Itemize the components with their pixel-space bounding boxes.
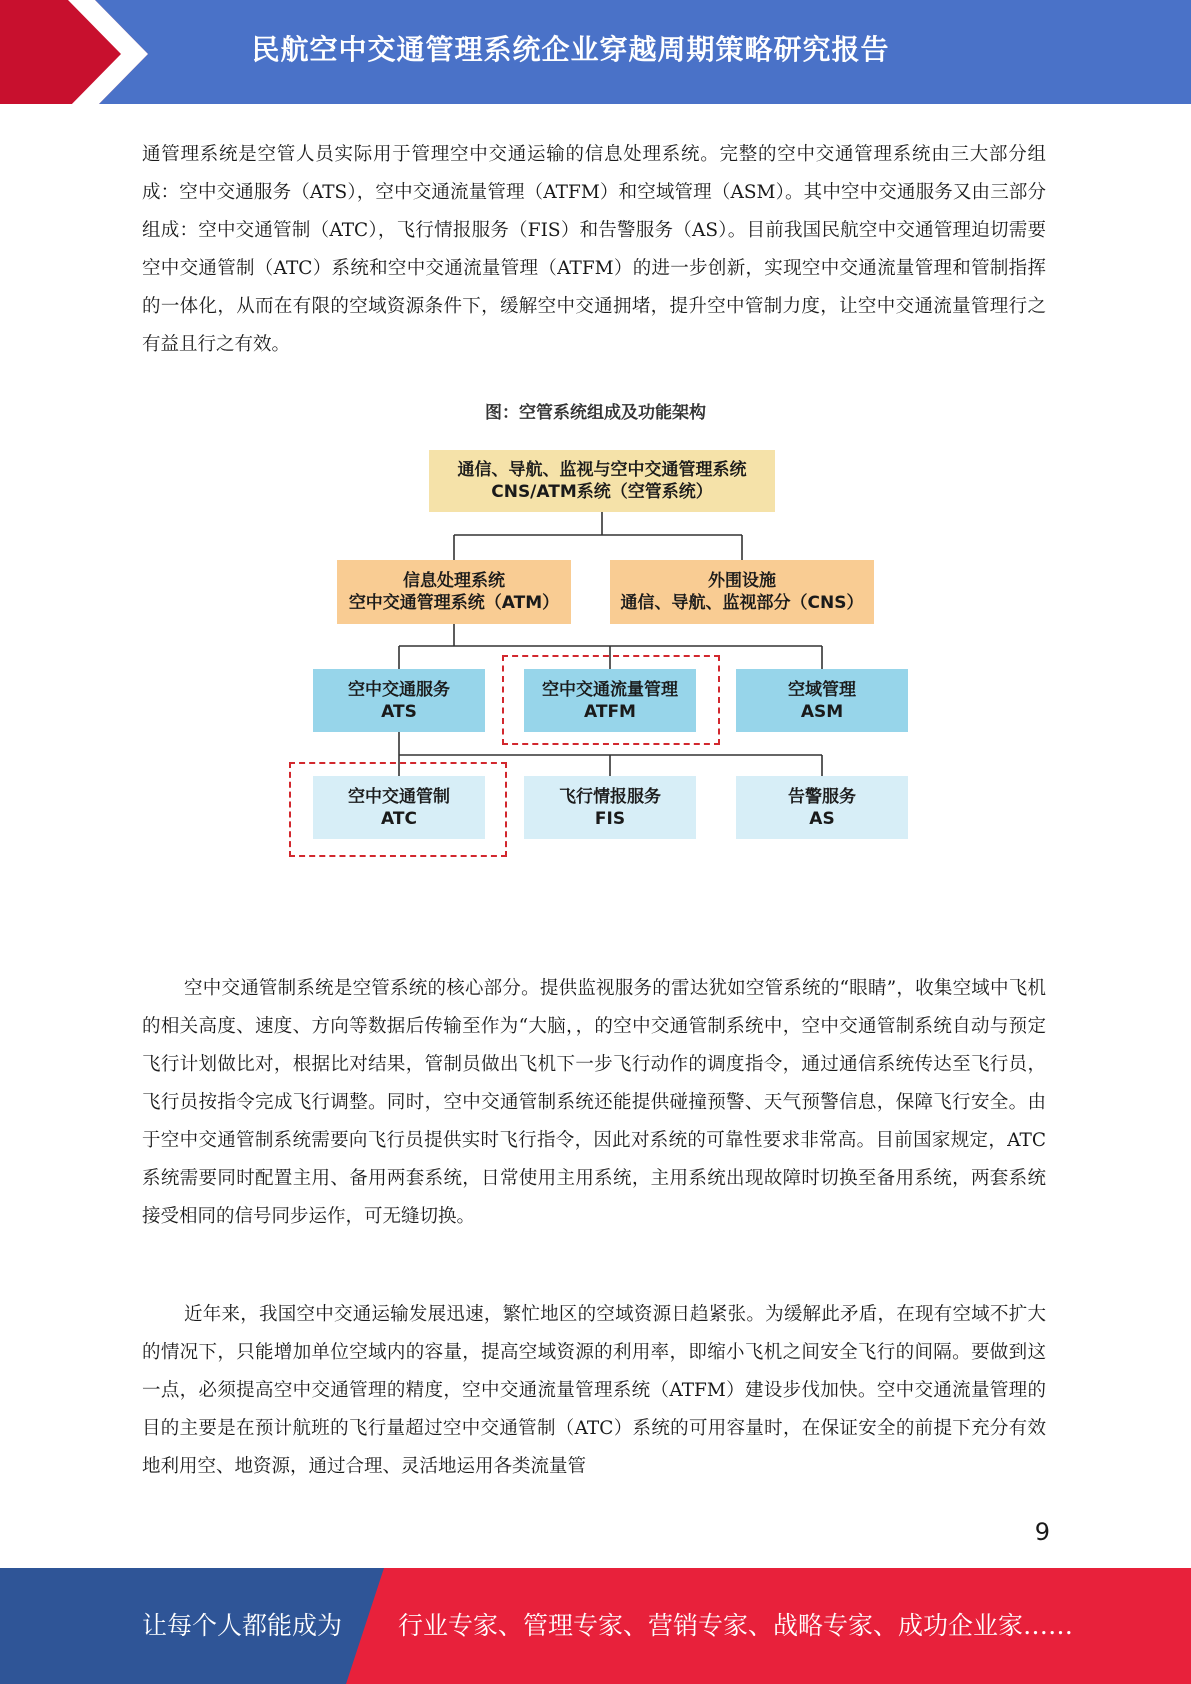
node-ats-line1: 空中交通服务 bbox=[348, 679, 450, 700]
node-atc-line2: ATC bbox=[381, 808, 417, 829]
highlight-box-atfm bbox=[502, 655, 720, 745]
node-cns bbox=[610, 560, 874, 624]
node-atfm-line2: ATFM bbox=[584, 701, 636, 722]
node-root-line2: CNS/ATM系统（空管系统） bbox=[491, 482, 713, 502]
node-fis bbox=[524, 776, 696, 839]
report-title: 民航空中交通管理系统企业穿越周期策略研究报告 bbox=[251, 33, 890, 66]
paragraph-atfm: 近年来，我国空中交通运输发展迅速，繁忙地区的空域资源日趋紧张。为缓解此矛盾，在现有空域不扩大的情况下，只能增加单位空域内的容量，提高空域资源的利用率，即缩小飞机之间安全飞行的间隔。要做到这一点，必须提高空中交通管理的精度，空中交通流量管理系统（ATFM）建设步伐加快。空中交通流量管理的目的主要是在预计航班的飞行量超过空中交通管制（ATC）系统的可用容量时，在保证安全的前提下充分有效地利用空、地资源，通过合理、灵活地运用各类流量管 bbox=[142, 1304, 1046, 1477]
node-atc-line1: 空中交通管制 bbox=[348, 786, 450, 807]
node-cns-line2: 通信、导航、监视部分（CNS） bbox=[620, 593, 864, 613]
node-cns-line1: 外围设施 bbox=[708, 571, 776, 591]
node-fis-line1: 飞行情报服务 bbox=[559, 786, 661, 807]
intro-paragraph: 通管理系统是空管人员实际用于管理空中交通运输的信息处理系统。完整的空中交通管理系统由三大部分组成：空中交通服务（ATS），空中交通流量管理（ATFM）和空域管理（ASM）。其中空中交通服务又由三部分组成：空中交通管制（ATC），飞行情报服务（FIS）和告警服务（AS）。目前我国民航空中交通管理迫切需要空中交通管制（ATC）系统和空中交通流量管理（ATFM）的进一步创新，实现空中交通流量管理和管制指挥的一体化，从而在有限的空域资源条件下，缓解空中交通拥堵，提升空中管制力度，让空中交通流量管理行之有益且行之有效。 bbox=[142, 144, 1046, 355]
node-atm bbox=[337, 560, 571, 624]
node-asm bbox=[736, 669, 908, 732]
footer-banner bbox=[0, 1568, 1191, 1684]
node-cns-atm-system bbox=[429, 450, 775, 512]
node-fis-line2: FIS bbox=[594, 808, 626, 829]
page-number: 9 bbox=[1034, 1518, 1050, 1546]
header-banner bbox=[0, 0, 1191, 110]
node-as-line2: AS bbox=[809, 808, 835, 829]
node-ats bbox=[313, 669, 485, 732]
node-asm-line2: ASM bbox=[800, 701, 844, 722]
node-asm-line1: 空域管理 bbox=[788, 679, 856, 700]
node-as-line1: 告警服务 bbox=[788, 786, 856, 807]
architecture-diagram bbox=[0, 430, 1191, 870]
node-atm-line2: 空中交通管理系统（ATM） bbox=[348, 593, 560, 613]
node-ats-line2: ATS bbox=[381, 701, 417, 722]
node-as bbox=[736, 776, 908, 839]
footer-slogan-left: 让每个人都能成为 bbox=[142, 1611, 343, 1640]
highlight-box-atc bbox=[289, 762, 507, 857]
footer-slogan-right: 行业专家、管理专家、营销专家、战略专家、成功企业家…… bbox=[398, 1611, 1074, 1640]
node-root-line1: 通信、导航、监视与空中交通管理系统 bbox=[457, 460, 747, 480]
node-atfm-line1: 空中交通流量管理 bbox=[542, 679, 678, 700]
paragraph-atc: 空中交通管制系统是空管系统的核心部分。提供监视服务的雷达犹如空管系统的“眼睛”，收集空域中飞机的相关高度、速度、方向等数据后传输至作为“大脑，，的空中交通管制系统中，空中交通管制系统自动与预定飞行计划做比对，根据比对结果，管制员做出飞机下一步飞行动作的调度指令，通过通信系统传达至飞行员，飞行员按指令完成飞行调整。同时，空中交通管制系统还能提供碰撞预警、天气预警信息，保障飞行安全。由于空中交通管制系统需要向飞行员提供实时飞行指令，因此对系统的可靠性要求非常高。目前国家规定，ATC 系统需要同时配置主用、备用两套系统，日常使用主用系统，主用系统出现故障时切换至备用系统，两套系统接受相同的信号同步运作，可无缝切换。 bbox=[142, 978, 1046, 1227]
figure-caption: 图：空管系统组成及功能架构 bbox=[485, 403, 706, 423]
node-atm-line1: 信息处理系统 bbox=[403, 571, 505, 591]
